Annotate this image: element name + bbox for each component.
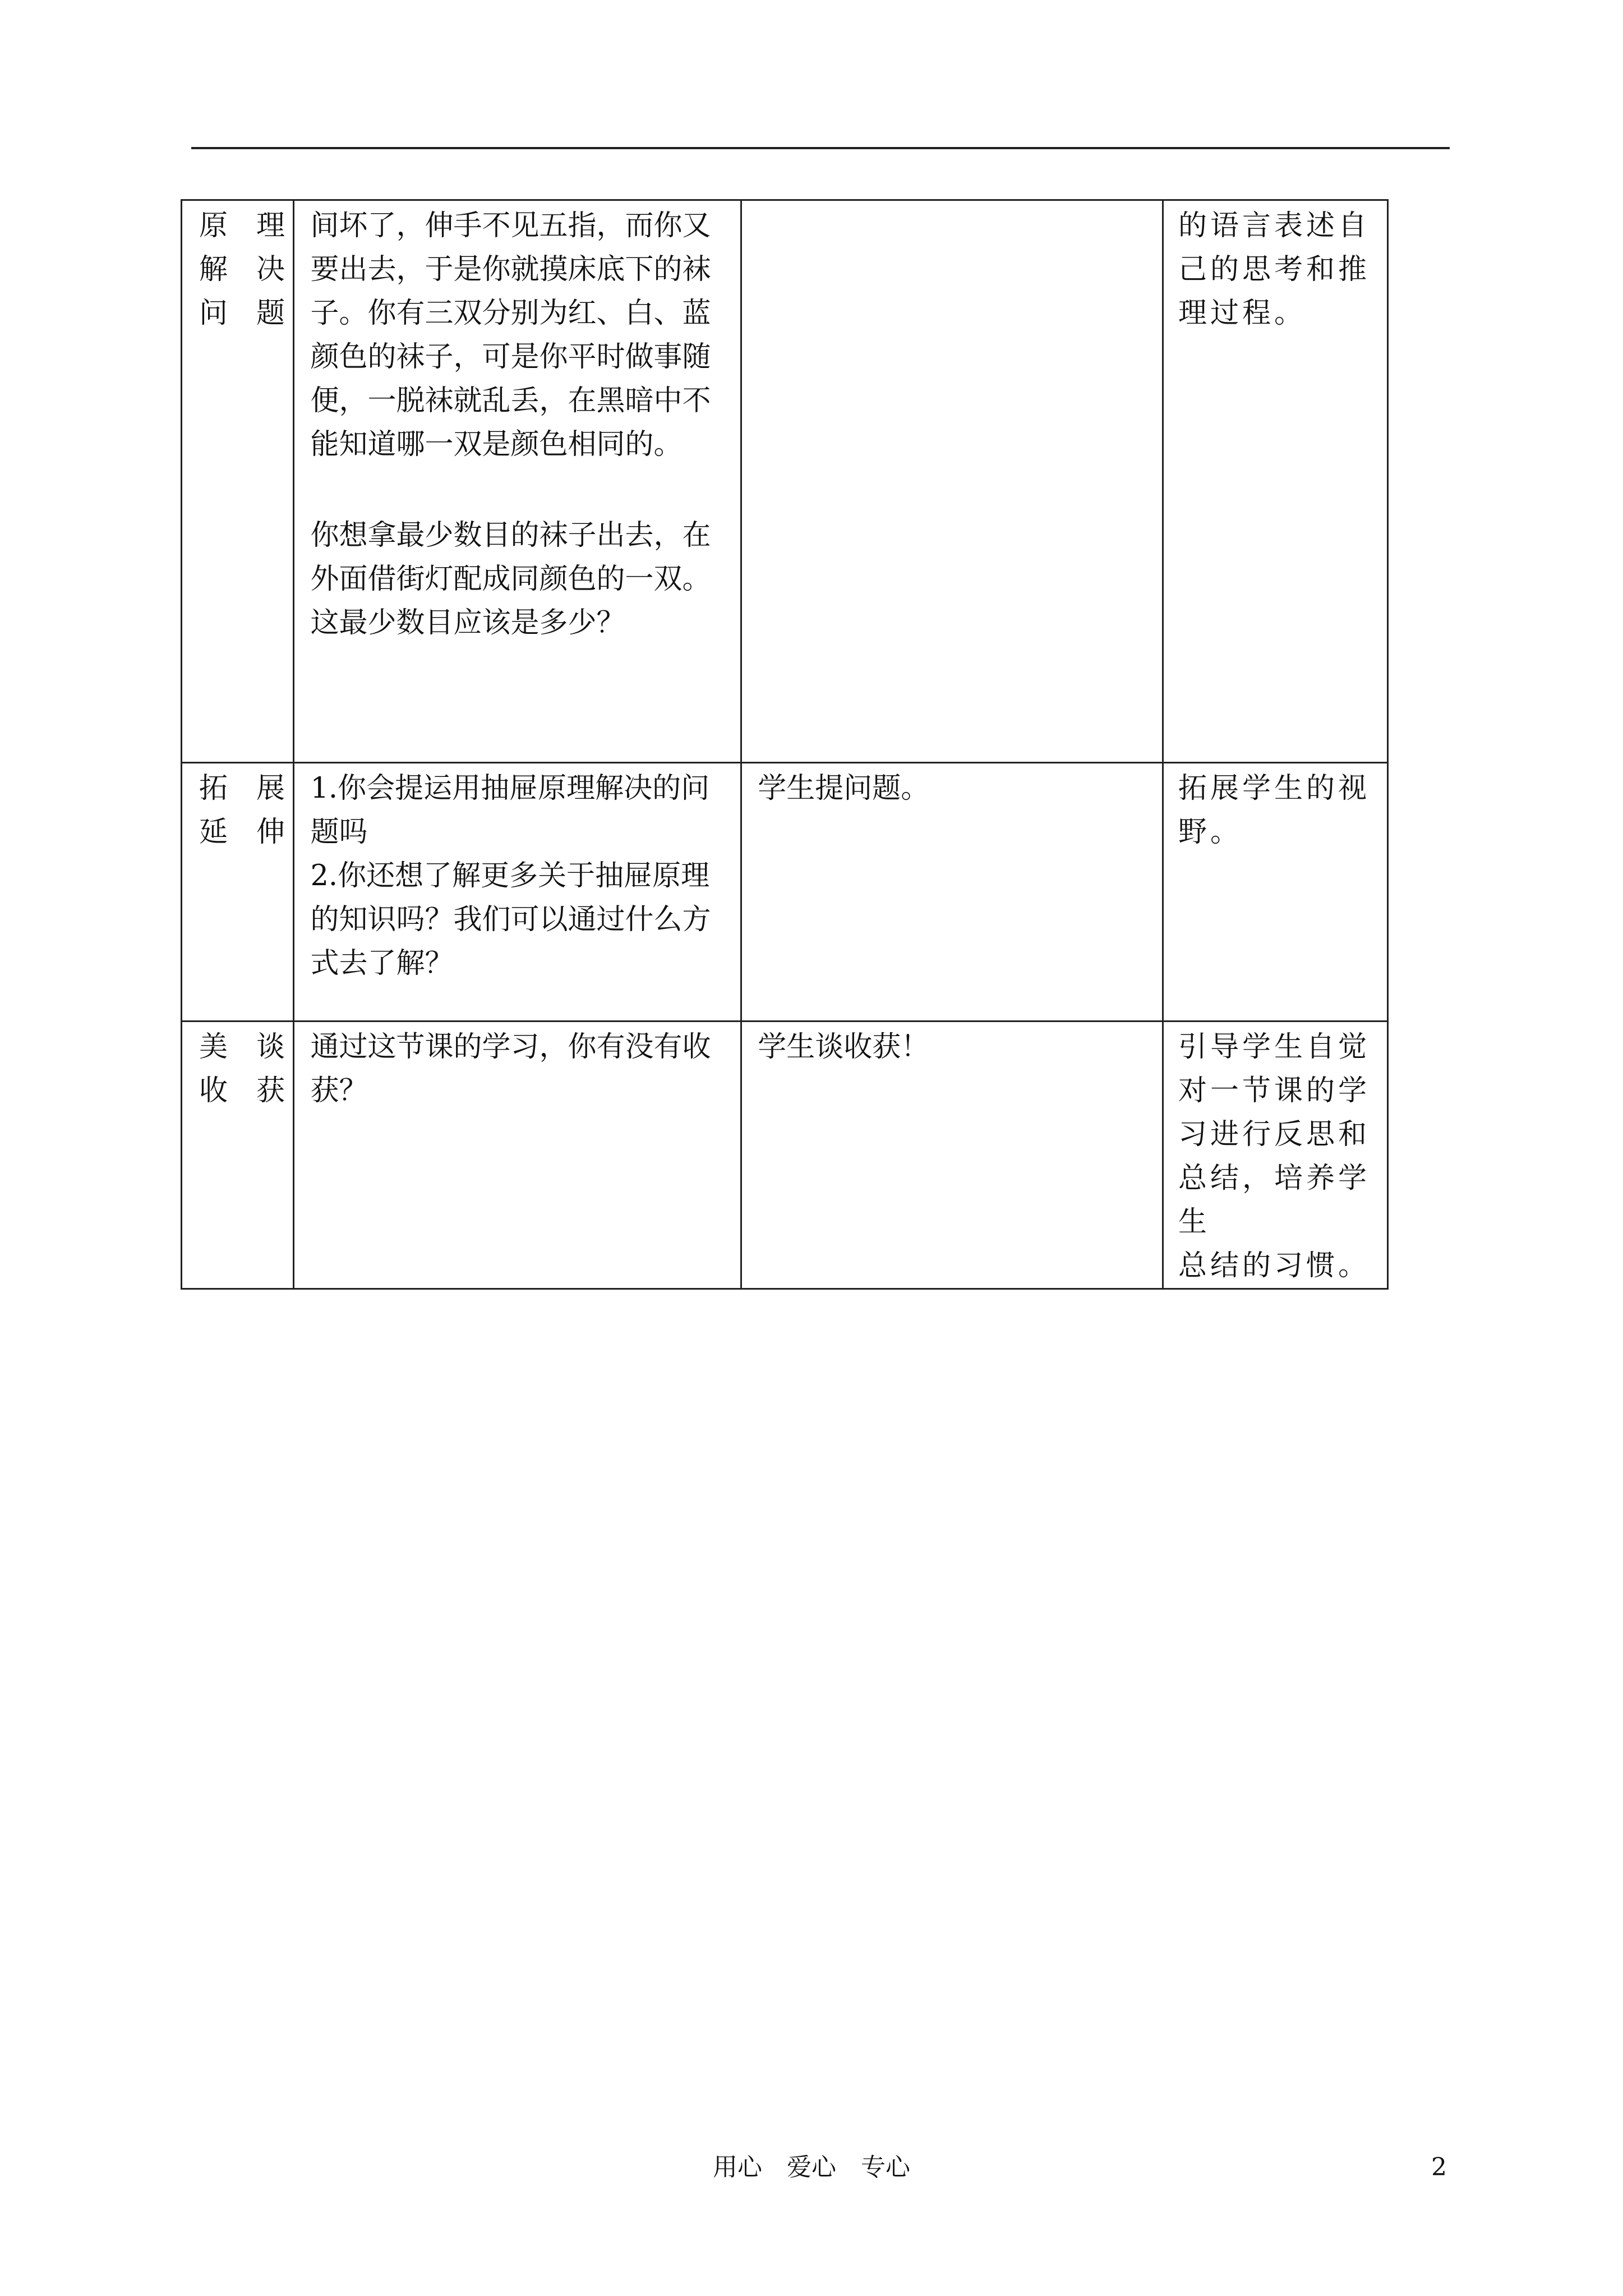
stage-label: 收 获: [199, 1074, 285, 1107]
stage-cell: [182, 200, 294, 763]
stage-label: 解 决: [199, 253, 285, 286]
student-activity-text: 学生提问题。: [758, 772, 930, 805]
teaching-content-cell: [294, 763, 741, 1022]
table-row: [182, 200, 1388, 763]
stage-cell: [182, 1022, 294, 1289]
teaching-content-paragraph: 间坏了，伸手不见五指，而你又 要出去，于是你就摸床底下的袜 子。你有三双分别为红、白、蓝 颜色的袜子，可是你平时做事随 便，一脱袜就乱丢，在黑暗中不 能知道哪一双是颜色相同的。: [310, 209, 711, 461]
design-intent-cell: [1163, 763, 1388, 1022]
student-activity-cell: [741, 1022, 1163, 1289]
table-row: [182, 763, 1388, 1022]
teaching-content-paragraph: 通过这节课的学习，你有没有收 获？: [310, 1030, 711, 1107]
design-intent-text: 拓展学生的视 野。: [1178, 772, 1371, 849]
page-number: 2: [1431, 2153, 1447, 2182]
stage-label: 延 伸: [199, 816, 285, 849]
teaching-content-cell: [294, 200, 741, 763]
student-activity-cell: [741, 763, 1163, 1022]
stage-cell: [182, 763, 294, 1022]
teaching-content-paragraph: 1.你会提运用抽屉原理解决的问 题吗 2.你还想了解更多关于抽屉原理 的知识吗？我们可以通过什么方 式去了解？: [310, 772, 711, 980]
design-intent-text: 的语言表述自 己的思考和推 理过程。: [1178, 209, 1371, 330]
header-rule: [191, 147, 1450, 149]
teaching-content-cell: [294, 1022, 741, 1289]
stage-label: 美 谈: [199, 1030, 285, 1064]
design-intent-text: 引导学生自觉 对一节课的学 习进行反思和 总结，培养学生 总结的习惯。: [1178, 1030, 1371, 1282]
table-row: [182, 1022, 1388, 1289]
stage-label: 原 理: [199, 209, 285, 242]
teaching-content-paragraph: 你想拿最少数目的袜子出去，在 外面借街灯配成同颜色的一双。 这最少数目应该是多少？: [310, 519, 711, 639]
student-activity-text: [742, 201, 1162, 204]
stage-label: 问 题: [199, 297, 285, 330]
design-intent-cell: [1163, 1022, 1388, 1289]
design-intent-cell: [1163, 200, 1388, 763]
stage-label: 拓 展: [199, 772, 285, 805]
lesson-plan-table: [181, 199, 1389, 1290]
footer-motto: 用心 爱心 专心: [713, 2153, 910, 2182]
student-activity-cell: [741, 200, 1163, 763]
student-activity-text: 学生谈收获！: [758, 1030, 930, 1064]
